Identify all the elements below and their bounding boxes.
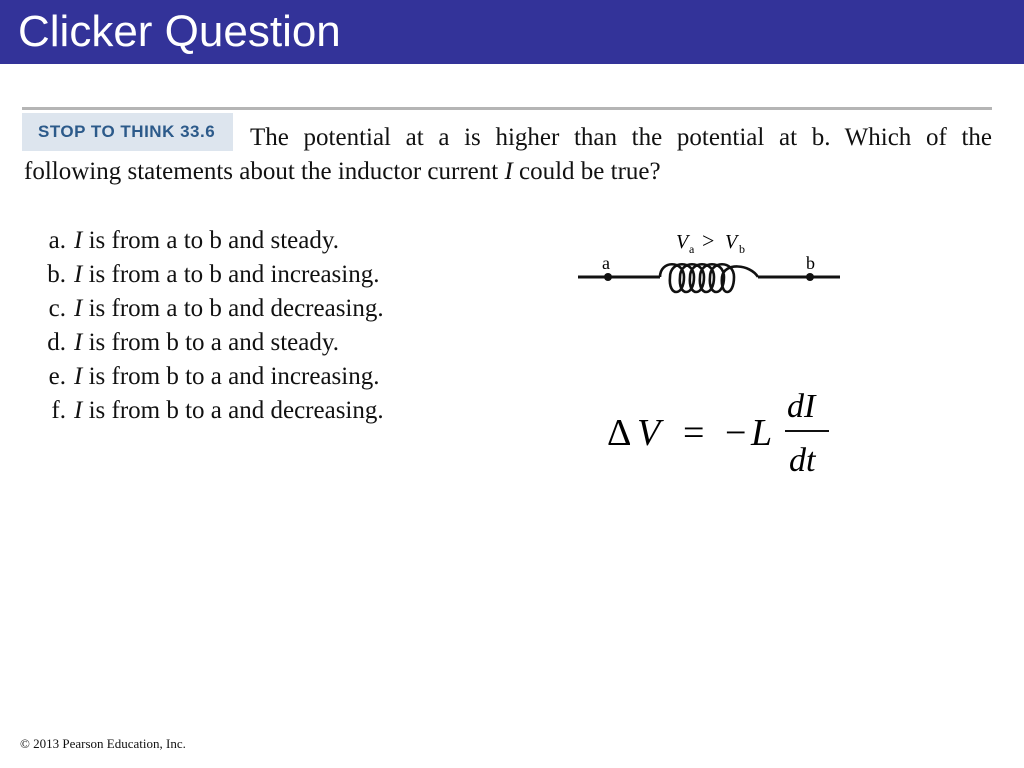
option-variable: I (74, 227, 83, 254)
inductor-coil (660, 264, 758, 292)
vb-symbol: V (725, 231, 738, 253)
question-current-variable: I (504, 158, 513, 185)
va-symbol: V (676, 231, 689, 253)
option-f (0, 398, 384, 423)
question-line-2-post: could be true? (519, 158, 661, 185)
question-line-2-pre: following statements about the inductor current (24, 158, 499, 185)
option-text: is from b to a and decreasing. (88, 397, 384, 424)
question-line-1: The potential at a is higher than the potential at b. Which of the (250, 124, 992, 151)
option-letter: c. (48, 295, 66, 322)
inductor-diagram (570, 222, 850, 302)
option-b (0, 262, 379, 287)
node-a-label: a (602, 253, 610, 273)
option-variable: I (74, 363, 83, 390)
option-variable: I (74, 329, 83, 356)
option-text: is from a to b and decreasing. (88, 295, 384, 322)
equation-coefficient: L (751, 412, 773, 454)
equation-denominator: dt (789, 442, 816, 479)
option-letter: e. (48, 363, 66, 390)
equation-equals: = (683, 412, 705, 454)
option-letter: a. (48, 227, 66, 254)
equation-numerator: dI (787, 388, 816, 425)
node-a-dot (604, 273, 612, 281)
slide-title: Clicker Question (18, 7, 341, 56)
copyright-notice: © 2013 Pearson Education, Inc. (20, 736, 186, 751)
option-e (0, 364, 379, 389)
option-letter: d. (47, 329, 66, 356)
node-b-label: b (806, 253, 815, 273)
option-text: is from a to b and steady. (88, 227, 339, 254)
option-c (0, 296, 384, 321)
option-text: is from b to a and steady. (88, 329, 339, 356)
node-b-dot (806, 273, 814, 281)
option-d (0, 330, 339, 355)
option-variable: I (74, 295, 83, 322)
title-bar (0, 0, 1024, 64)
equation-lhs-variable: V (637, 412, 661, 454)
inductor-equation (605, 385, 835, 485)
equation-delta: Δ (607, 412, 632, 454)
option-letter: b. (47, 261, 66, 288)
stop-to-think-label: STOP TO THINK 33.6 (38, 122, 216, 141)
greater-than-sign: > (702, 228, 715, 253)
option-a (0, 228, 339, 253)
option-text: is from a to b and increasing. (88, 261, 380, 288)
va-subscript: a (689, 242, 695, 256)
option-text: is from b to a and increasing. (88, 363, 380, 390)
divider-rule (22, 107, 992, 110)
option-variable: I (74, 261, 83, 288)
equation-minus: − (725, 412, 747, 454)
vb-subscript: b (739, 242, 745, 256)
question-line-2 (24, 159, 661, 184)
option-variable: I (74, 397, 83, 424)
option-letter: f. (51, 397, 66, 424)
